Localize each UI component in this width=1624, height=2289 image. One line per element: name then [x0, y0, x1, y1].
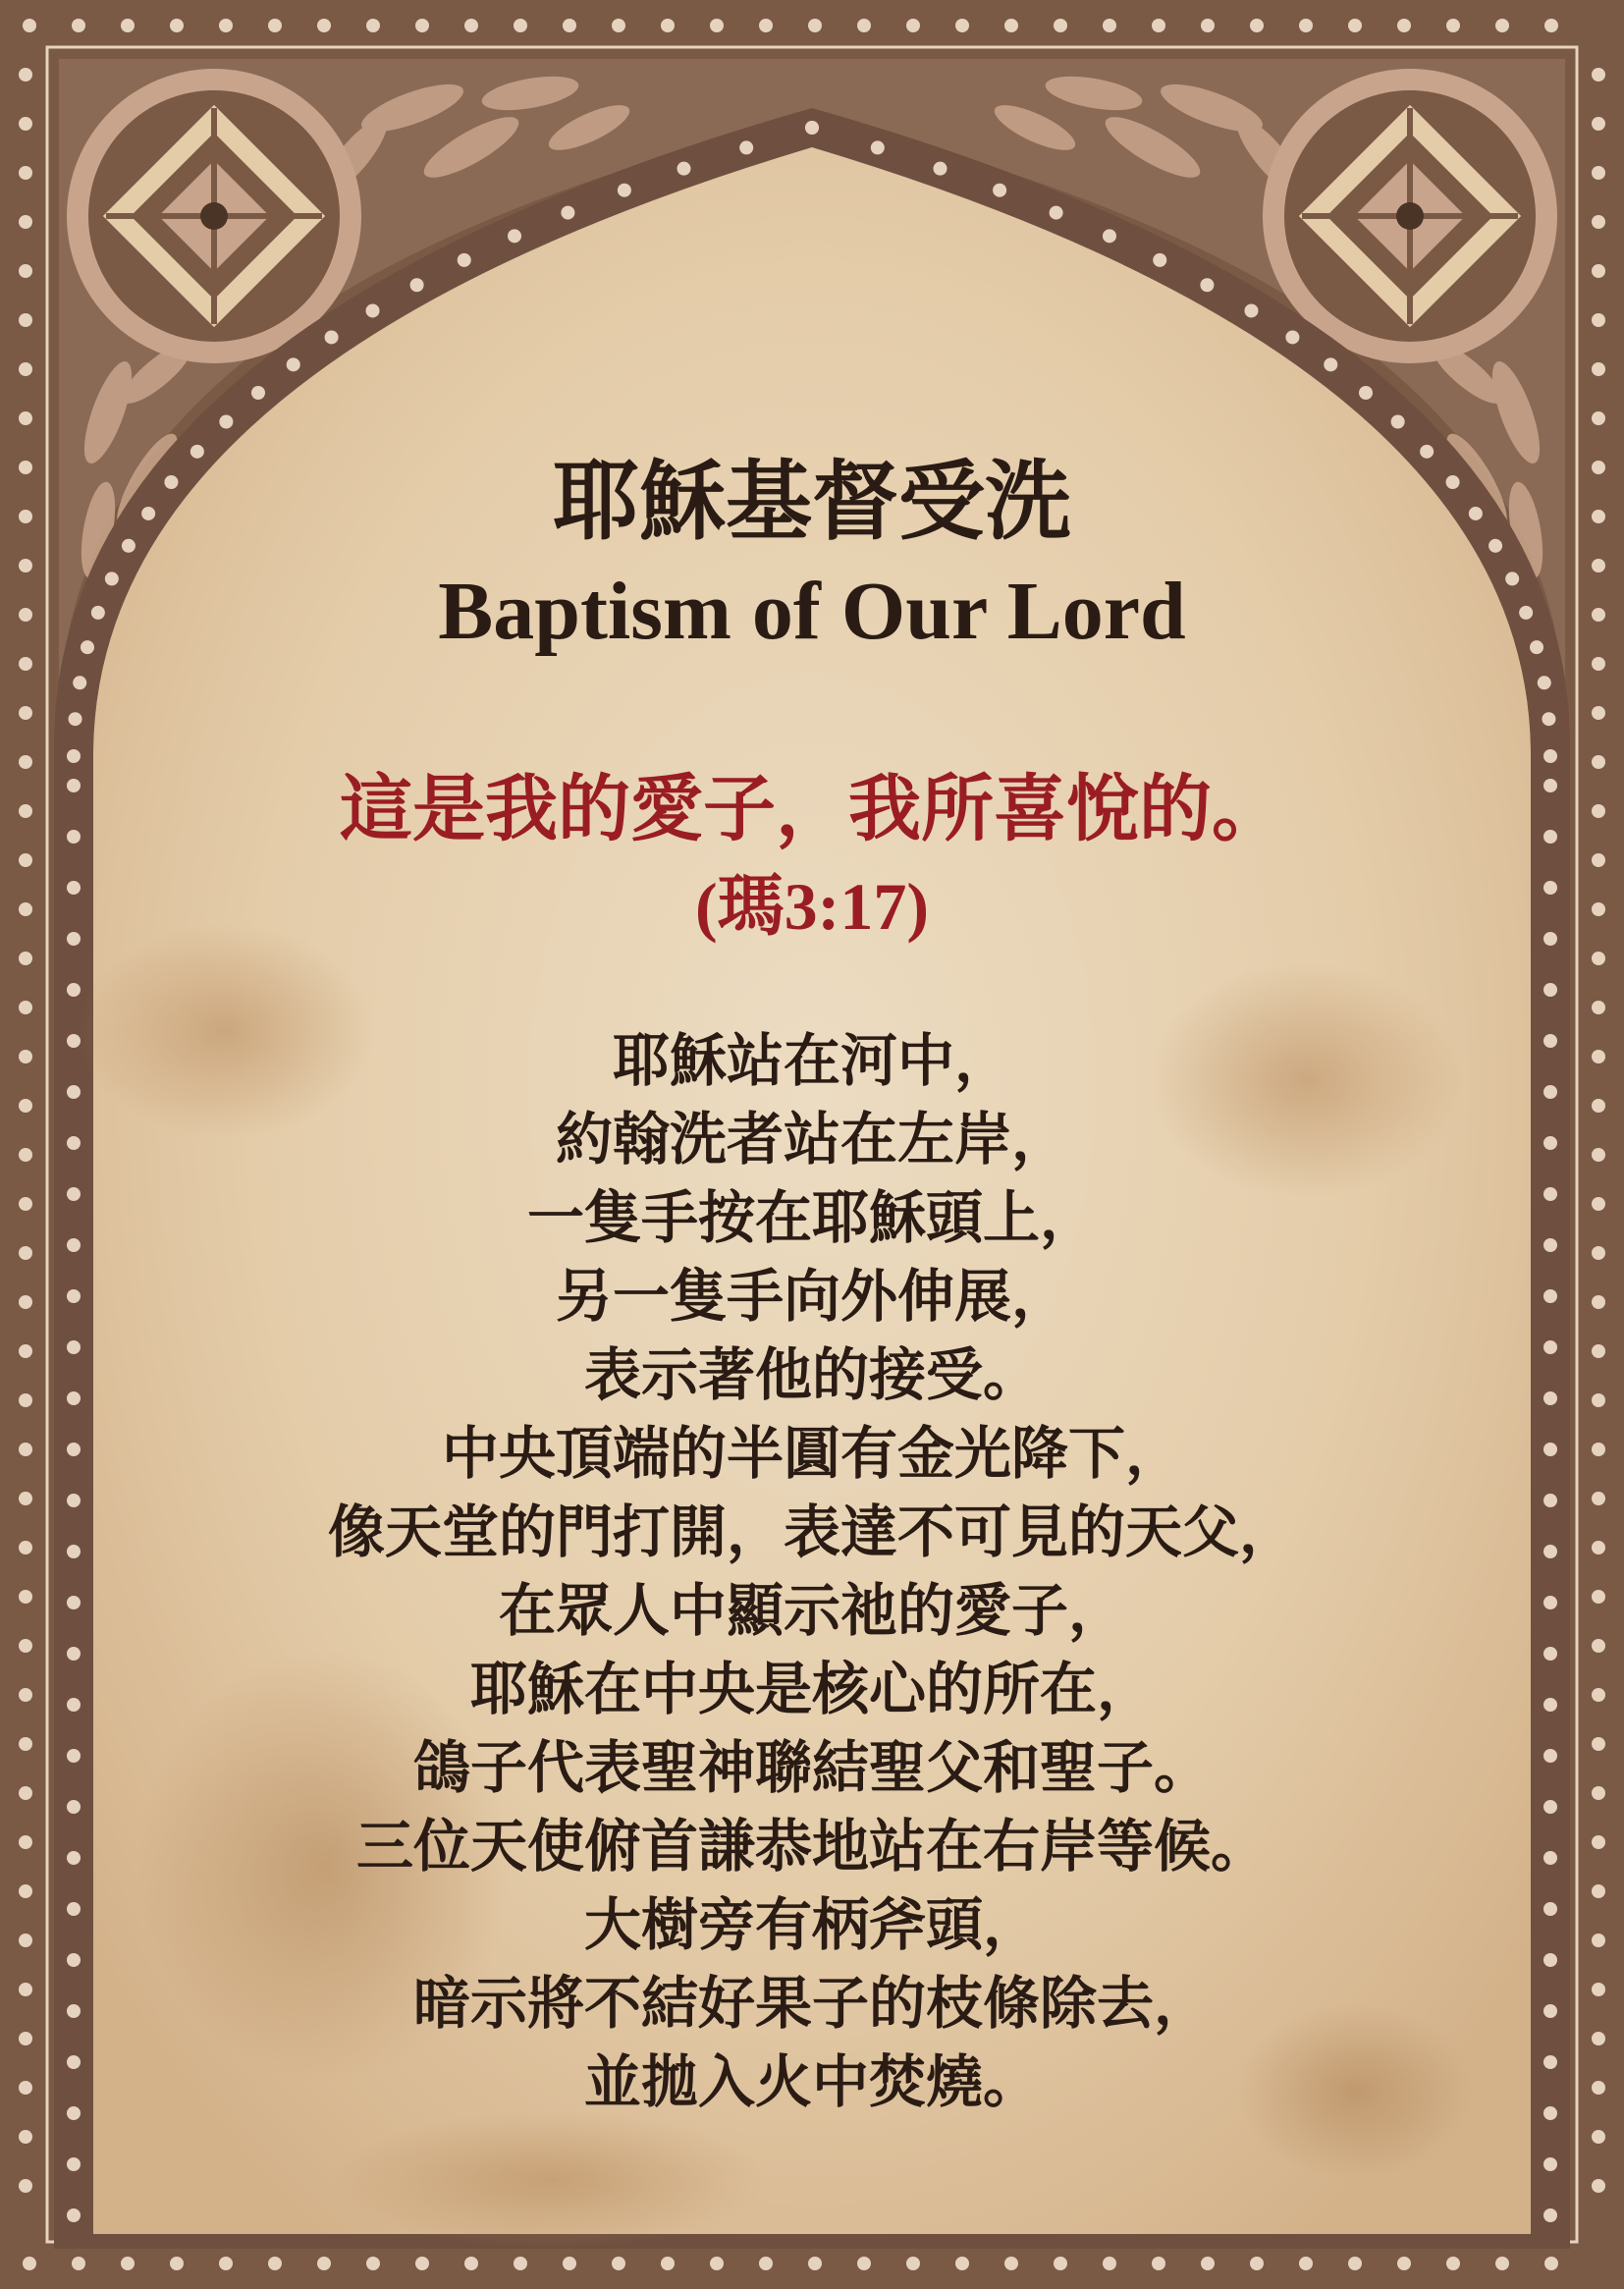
title-english: Baptism of Our Lord — [438, 566, 1186, 657]
description-line: 並拋入火中焚燒。 — [583, 2048, 1040, 2115]
description-line: 暗示將不結好果子的枝條除去， — [412, 1970, 1211, 2037]
description-line: 中央頂端的半圓有金光降下， — [441, 1420, 1182, 1487]
description-line: 像天堂的門打開，表達不可見的天父， — [327, 1499, 1296, 1565]
description-lines — [0, 1021, 1624, 2121]
description-line: 耶穌在中央是核心的所在， — [469, 1656, 1154, 1722]
description-line: 一隻手按在耶穌頭上， — [526, 1184, 1097, 1251]
description-line: 表示著他的接受。 — [583, 1341, 1040, 1408]
description-line: 另一隻手向外伸展， — [555, 1263, 1068, 1330]
description-line: 鴿子代表聖神聯結聖父和聖子。 — [412, 1734, 1211, 1801]
description-line: 三位天使俯首謙恭地站在右岸等候。 — [355, 1813, 1268, 1880]
description-line: 約翰洗者站在左岸， — [555, 1106, 1068, 1172]
scripture-reference: (瑪3:17) — [695, 869, 929, 944]
description-line: 在眾人中顯示祂的愛子， — [498, 1577, 1125, 1644]
description-line: 大樹旁有柄斧頭， — [583, 1891, 1040, 1958]
title-chinese: 耶穌基督受洗 — [552, 450, 1071, 552]
description-line: 耶穌站在河中， — [612, 1027, 1011, 1094]
scripture-verse: 這是我的愛子，我所喜悅的。 — [340, 767, 1284, 851]
